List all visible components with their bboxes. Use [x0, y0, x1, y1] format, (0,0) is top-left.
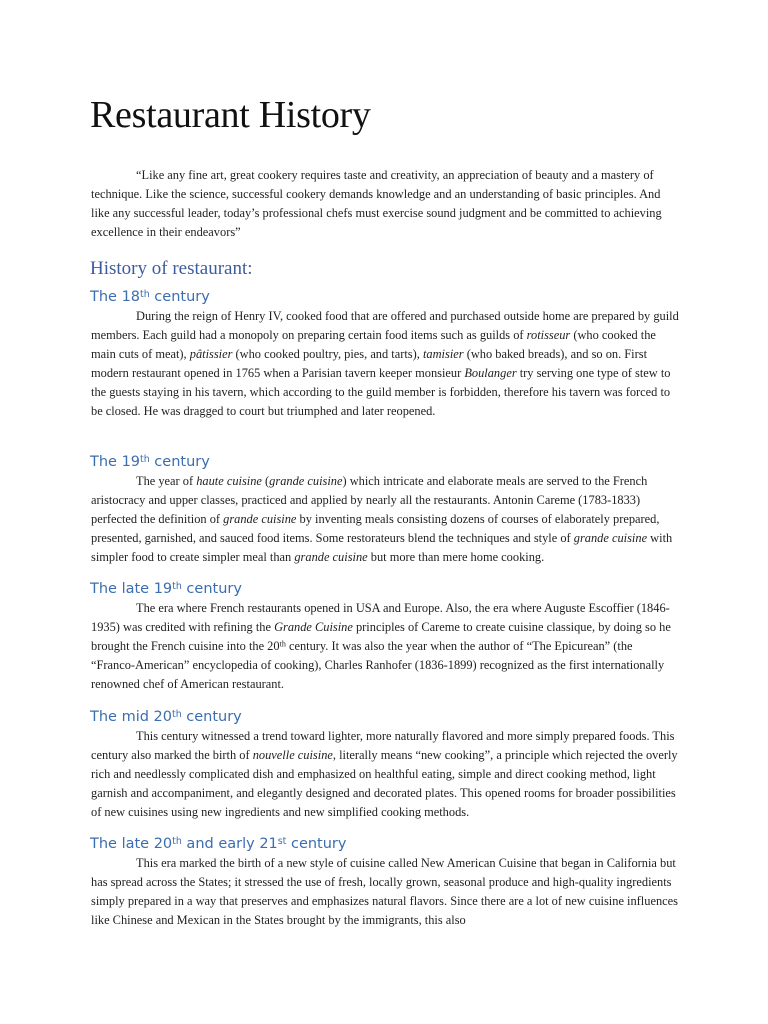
heading-mid-20th-century: The mid 20th century — [90, 708, 242, 725]
heading-late-19th-century: The late 19th century — [90, 580, 242, 597]
opening-quote: “Like any fine art, great cookery requires taste and creativity, an appreciation of beauty and a mastery of technique. Like the science, successful cookery demands knowledge and an understanding of basic principles. And like any successful leader, today’s professional chefs must exercise sound judgment and be committed to achieving excellence in their endeavors” — [91, 168, 662, 239]
paragraph-late-19th-century: The era where French restaurants opened in USA and Europe. Also, the era where Auguste Escoffier (1846-1935) was credited with refining the Grande Cuisine principles of Careme to create cuisine classique, by doing so he brought the French cuisine into the 20th century. It was also the year when the author of “The Epicurean” (the “Franco-American” encyclopedia of cooking), Charles Ranhofer (1836-1899) recognized as the first internationally renowned chef of American restaurant. — [91, 601, 671, 691]
paragraph-19th-century: The year of haute cuisine (grande cuisine) which intricate and elaborate meals are served to the French aristocracy and upper classes, practiced and applied by nearly all the restaurants. Antonin Careme (1783-1833) perfected the definition of grande cuisine by inventing meals consisting dozens of courses of elaborately prepared, presented, garnished, and sauced food items. Some restorateurs blend the techniques and style of grande cuisine with simpler food to create simpler meal than grande cuisine but more than mere home cooking. — [91, 474, 673, 564]
heading-19th-century: The 19th century — [90, 453, 210, 470]
heading-late-20th-early-21st-century: The late 20th and early 21st century — [90, 835, 347, 852]
paragraph-18th-century: During the reign of Henry IV, cooked food that are offered and purchased outside home are prepared by guild members. Each guild had a monopoly on preparing certain food items such as guilds of rotisseur (who cooked the main cuts of meat), pâtissier (who cooked poultry, pies, and tarts), tamisier (who baked breads), and so on. First modern restaurant opened in 1765 when a Parisian tavern keeper monsieur Boulanger try serving one type of stew to the guests staying in his tavern, which according to the guild member is forbidden, therefore his tavern was forced to be closed. He was dragged to court but triumphed and later reopened. — [91, 309, 679, 418]
heading-18th-century: The 18th century — [90, 288, 210, 305]
history-heading: History of restaurant: — [90, 258, 253, 279]
page-title: Restaurant History — [90, 94, 371, 136]
paragraph-late-20th-century: This era marked the birth of a new style of cuisine called New American Cuisine that began in California but has spread across the States; it stressed the use of fresh, locally grown, seasonal produce and high-quality ingredients simply prepared in a way that preserves and emphasizes natural flavors. Since there are a lot of new cuisine influences like Chinese and Mexican in the States brought by the immigrants, this also — [91, 856, 678, 927]
paragraph-mid-20th-century: This century witnessed a trend toward lighter, more naturally flavored and more simply prepared foods. This century also marked the birth of nouvelle cuisine, literally means “new cooking”, a principle which rejected the overly rich and needlessly complicated dish and emphasized on healthful eating, simple and direct cooking method, light garnish and accompaniment, and elegantly designed and decorated plates. This opened rooms for broader possibilities of new cuisines using new ingredients and new simplified cooking methods. — [91, 729, 678, 819]
